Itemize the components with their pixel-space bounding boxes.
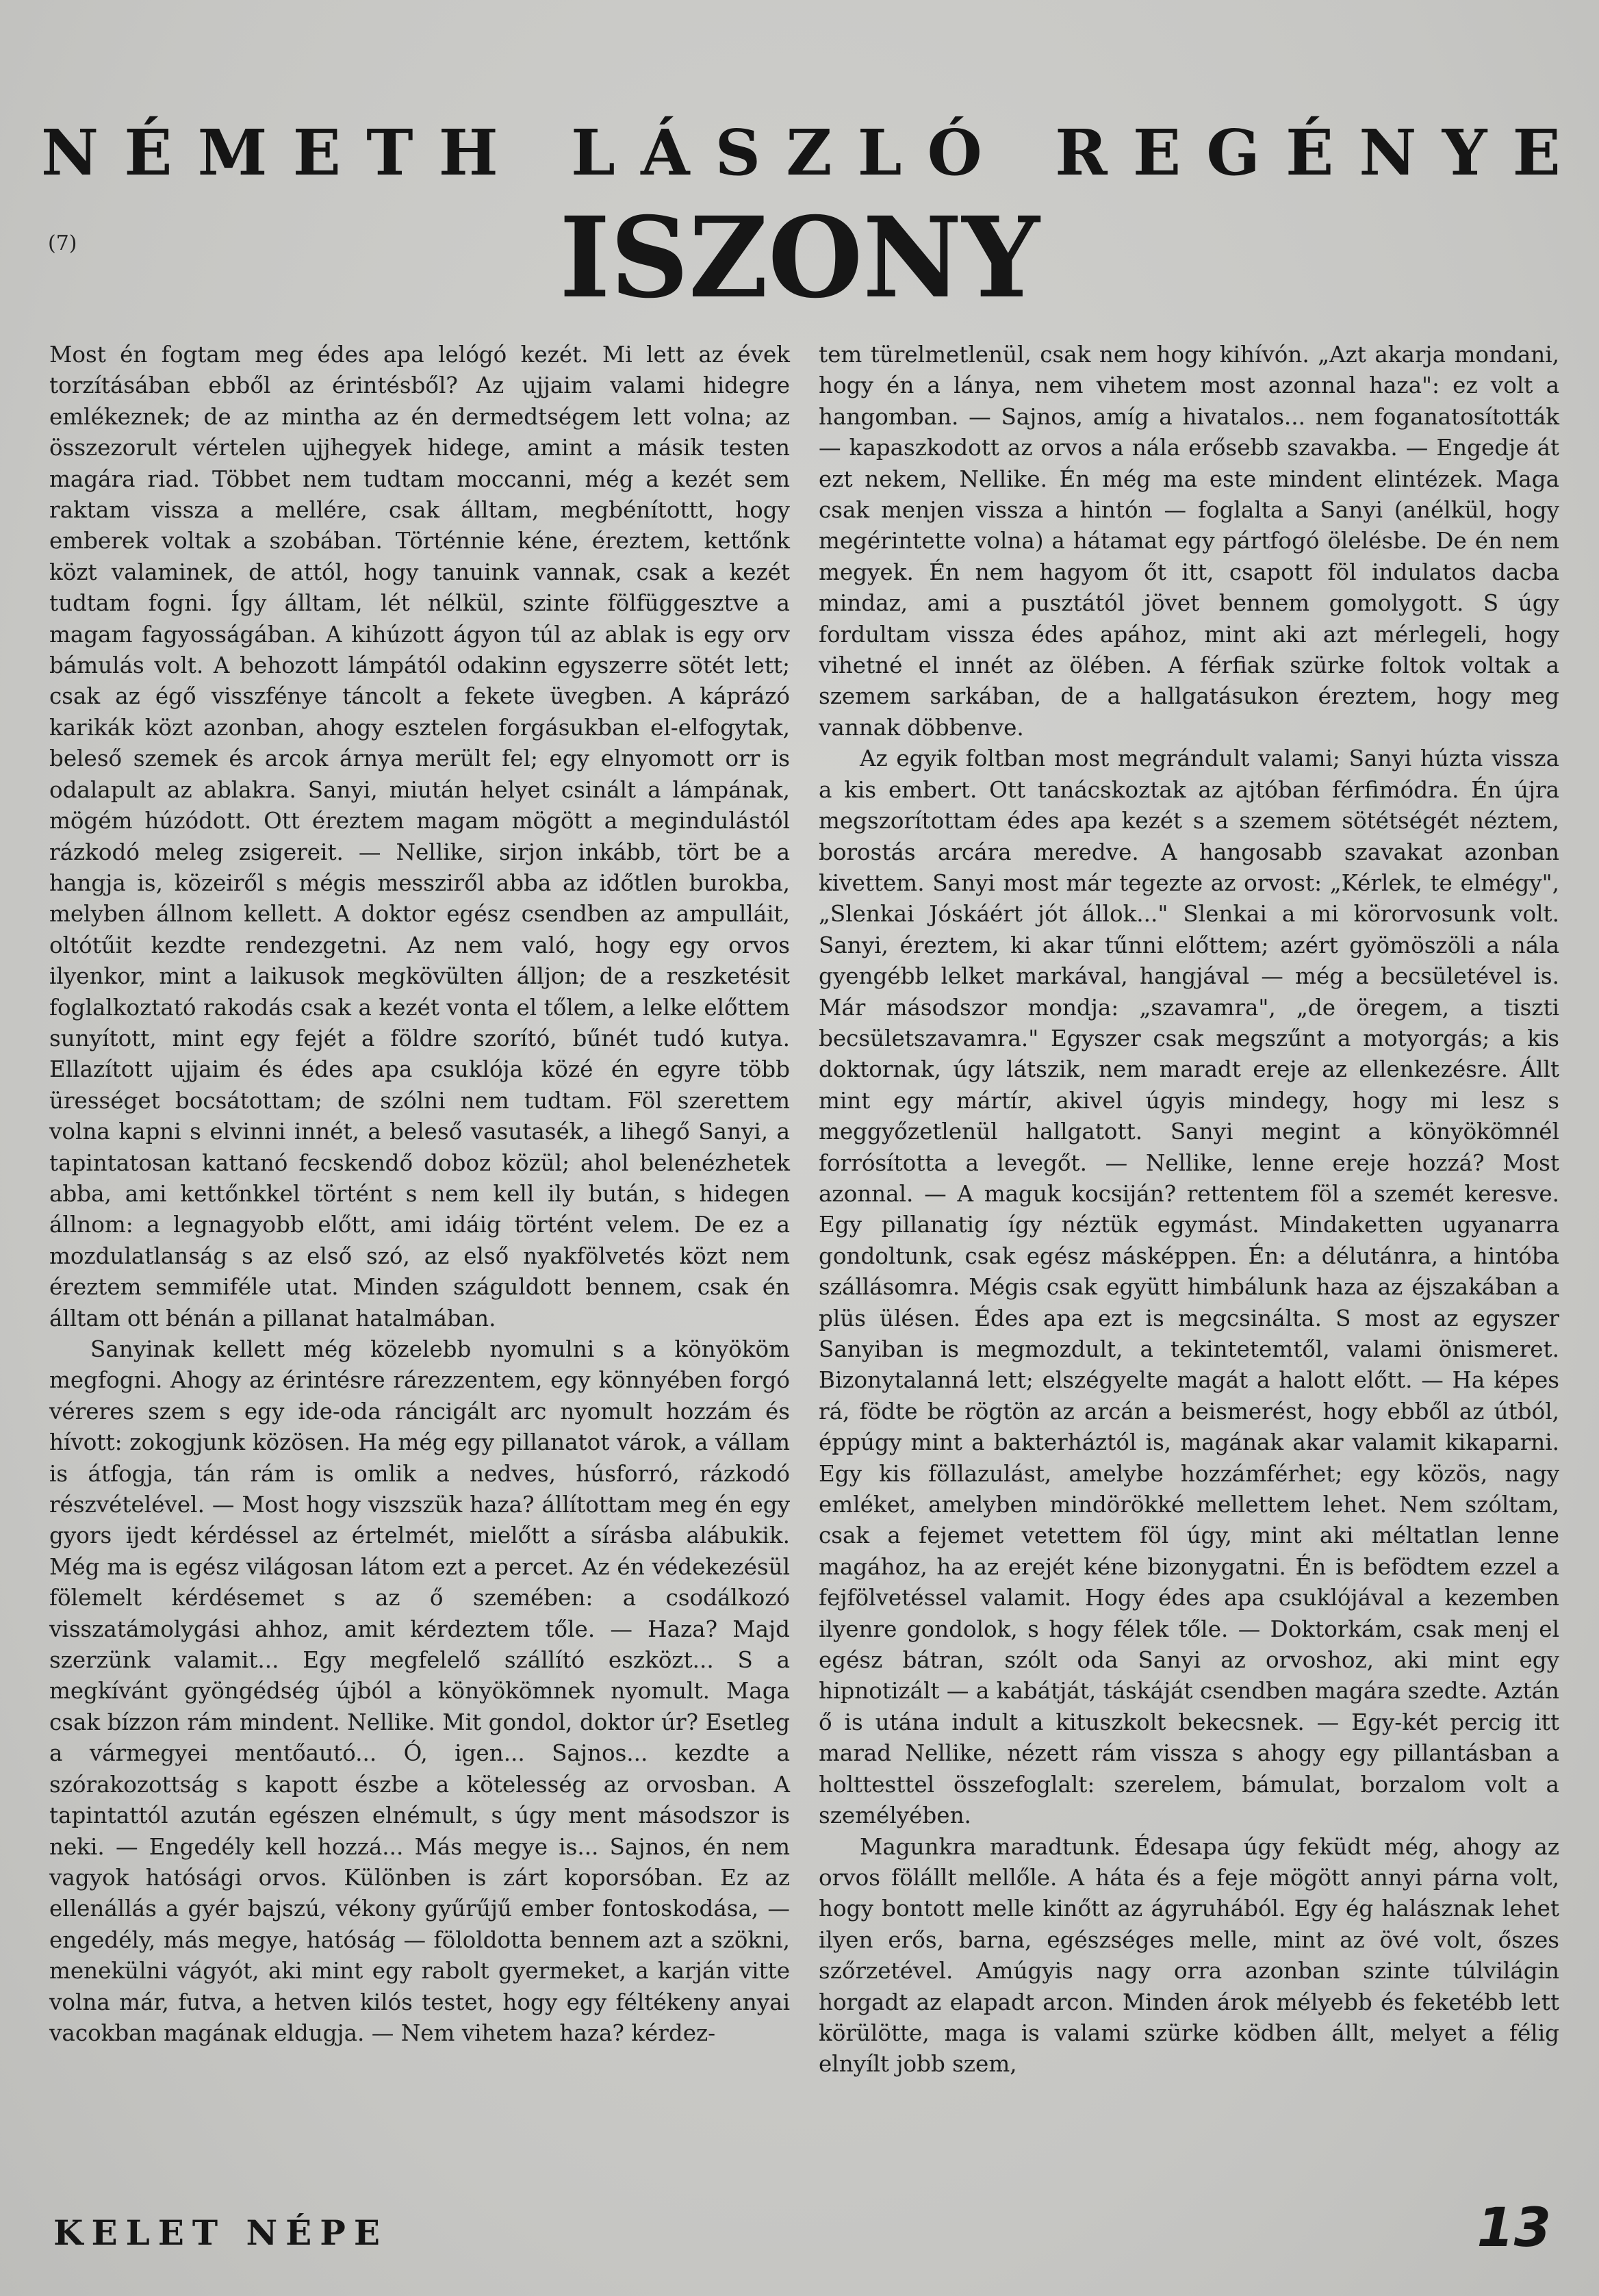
heading-letter: L bbox=[857, 116, 902, 190]
heading-letter: E bbox=[1132, 116, 1181, 190]
page-number: 13 bbox=[1476, 2197, 1551, 2259]
heading-letter: E bbox=[1512, 116, 1561, 190]
heading-letter: N bbox=[1359, 116, 1417, 190]
heading-letter: R bbox=[1055, 116, 1108, 190]
author-novel-heading bbox=[41, 115, 1561, 190]
heading-letter: Y bbox=[1442, 116, 1487, 190]
paragraph: Magunkra maradtunk. Édesapa úgy feküdt még, ahogy az orvos fölállt mellőle. A háta és a feje mögött annyi párna volt, hogy bontott melle kinőtt az ágyruhából. Egy ég halásznak lehet ilyen erős, barna, egészséges melle, mint az övé volt, őszes szőrzetével. Amúgyis nagy orra azonban szinte túlvilágin horgadt az elapadt arcon. Minden árok mélyebb és feketébb lett körülötte, maga is valami szürke ködben állt, melyet a félig elnyílt jobb szem, bbox=[819, 1833, 1559, 2078]
heading-letter: L bbox=[571, 116, 615, 190]
heading-letter: E bbox=[292, 116, 341, 190]
heading-letter: É bbox=[124, 116, 172, 190]
paragraph: Sanyinak kellett még közelebb nyomulni s a könyököm megfogni. Ahogy az érintésre rárezzentem, egy könnyében forgó véreres szem s egy ide-oda ráncigált arc nyomult hozzám és hívott: zokogjunk közösen. Ha még egy pillanatot várok, a vállam is átfogja, tán rám is omlik a nedves, húsforró, rázkodó részvételével. — Most hogy viszszük haza? állítottam meg én egy gyors ijedt kérdéssel az értelmét, mielőtt a sírásba alábukik. Még ma is egész világosan látom ezt a percet. Az én védekezésül fölemelt kérdésemet s az ő szemében: a csodálkozó visszatámolygási ahhoz, amit kérdeztem tőle. — Haza? Majd szerzünk valamit... Egy megfelelő szállító eszközt... S a megkívánt gyöngédség újból a könyökömnek nyomult. Maga csak bízzon rám mindent. Nellike. Mit gondol, doktor úr? Esetleg a vármegyei mentőautó... Ó, igen... Sajnos... kezdte a szórakozottság s kapott észbe a kötelesség az orvosban. A tapintattól azután egészen elnémult, s úgy ment másodszor is neki. — Engedély kell hozzá... Más megye is... Sajnos, én nem vagyok hatósági orvos. Különben is zárt koporsóban. Ez az ellenállás a gyér bajszú, vékony gyűrűjű ember fontoskodása, — engedély, más megye, hatóság — föloldotta bennem azt a szökni, menekülni vágyót, aki mint egy rabolt gyermeket, a karján vitte volna már, futva, a hetven kilós testet, hogy egy féltékeny anyai vacokban magának eldugja. — Nem vihetem haza? kérdez- bbox=[49, 1336, 790, 2046]
heading-letter: S bbox=[715, 116, 761, 190]
heading-letter: É bbox=[1285, 116, 1334, 190]
installment-number: (7) bbox=[48, 231, 77, 255]
heading-letter: Z bbox=[786, 116, 832, 190]
right-column bbox=[819, 340, 1559, 2080]
heading-letter: Á bbox=[641, 116, 690, 190]
heading-letter: Ó bbox=[927, 116, 982, 190]
magazine-name: KELET NÉPE bbox=[53, 2212, 388, 2253]
novel-title: ISZONY bbox=[559, 193, 1040, 323]
heading-letter: T bbox=[366, 116, 413, 190]
paragraph: Az egyik foltban most megrándult valami; Sanyi húzta vissza a kis embert. Ott tanácskoztak az ajtóban férfimódra. Én újra megszorítottam édes apa kezét s a szemem sötétségét néztem, borostás arcára meredve. A hangosabb szavakat azonban kivettem. Sanyi most már tegezte az orvost: „Kérlek, te elmégy", „Slenkai Jóskáért jót állok..." Slenkai a mi körorvosunk volt. Sanyi, éreztem, ki akar tűnni előttem; azért gyömöszöli a nála gyengébb lelket markával, hangjával — még a becsületével is. Már másodszor mondja: „szavamra", „de öregem, a tiszti becsületszavamra." Egyszer csak megszűnt a motyorgás; a kis doktornak, úgy látszik, nem maradt ereje az ellenkezésre. Állt mint egy mártír, akivel úgyis mindegy, hogy mi lesz s meggyőzetlenül hallgatott. Sanyi megint a könyökömnél forrósította a levegőt. — Nellike, lenne ereje hozzá? Most azonnal. — A maguk kocsiján? rettentem föl a szemét keresve. Egy pillanatig így néztük egymást. Mindaketten ugyanarra gondoltunk, csak egész másképpen. Én: a délutánra, a hintóba szállásomra. Mégis csak együtt himbálunk haza az éjszakában a plüs ülésen. Édes apa ezt is megcsinálta. S most az egyszer Sanyiban is megmozdult, a tekintetemtől, valami önismeret. Bizonytalanná lett; elszégyelte magát a halott előtt. — Ha képes rá, födte be rögtön az arcán a beismerést, hogy ebből az útból, éppúgy mint a bakterháztól is, magának akar valamit kikaparni. Egy kis föllazulást, amelybe hozzámférhet; egy közös, nagy emléket, amelyben mindörökké mellettem lehet. Nem szóltam, csak a fejemet vetettem föl úgy, mint aki méltatlan lenne magához, ha az erejét kéne bizonygatni. Én is befödtem ezzel a fejfölvetéssel valamit. Hogy édes apa csuklójával a kezemben ilyenre gondolok, s hogy félek tőle. — Doktorkám, csak menj el egész bátran, szólt oda Sanyi az orvoshoz, aki mint egy hipnotizált — a kabátját, táskáját csendben magára szedte. Aztán ő is utána indult a kituszkolt bekecsnek. — Egy-két percig itt marad Nellike, nézett rám vissza s ahogy egy pillantásban a holttesttel összefoglalt: szerelem, bámulat, borzalom volt a személyében. bbox=[819, 745, 1559, 1829]
heading-letter bbox=[524, 115, 546, 190]
heading-letter bbox=[1008, 115, 1029, 190]
heading-letter: M bbox=[197, 116, 268, 190]
paragraph: Most én fogtam meg édes apa lelógó kezét. Mi lett az évek torzításában ebből az érintésből? Az ujjaim valami hidegre emlékeznek; de az mintha az én dermedtségem lett volna; az összezorult vértelen ujjhegyek hidege, amint a másik testen magára riad. Többet nem tudtam moccanni, még a kezét sem raktam vissza a mellére, csak álltam, megbénítottt, hogy emberek voltak a szobában. Történnie kéne, éreztem, kettőnk közt valaminek, de attól, hogy tanuink vannak, csak a kezét tudtam fogni. Így álltam, lét nélkül, szinte fölfüggesztve a magam fagyosságában. A kihúzott ágyon túl az ablak is egy orv bámulás volt. A behozott lámpától odakinn egyszerre sötét lett; csak az égő visszfénye táncolt a fekete üvegben. A káprázó karikák közt azonban, ahogy esztelen forgásukban el-elfogytak, beleső szemek és arcok árnya merült fel; egy elnyomott orr is odalapult az ablakra. Sanyi, miután helyet csinált a lámpának, mögém húzódott. Ott éreztem magam mögött a megindulástól rázkodó meleg zsigereit. — Nellike, sirjon inkább, tört be a hangja is, közeiről s mégis messziről abba az időtlen burokba, melyben állnom kellett. A doktor egész csendben az ampulláit, oltótűit kezdte rendezgetni. Az nem való, hogy egy orvos ilyenkor, mint a laikusok megkövülten álljon; de a reszketésit foglalkoztató rakodás csak a kezét vonta el tőlem, a lelke előttem sunyított, mint egy fejét a földre szorító, bűnét tudó kutya. Ellazított ujjaim és édes apa csuklója közé én egyre több ürességet bocsátottam; de szólni nem tudtam. Föl szerettem volna kapni s elvinni innét, a beleső vasutasék, a lihegő Sanyi, a tapintatosan kattanó fecskendő doboz közül; ahol belenézhetek abba, ami kettőnkkel történt s nem kell ily bután, s hidegen állnom: a legnagyobb előtt, ami idáig történt velem. De ez a mozdulatlanság s az első szó, az első nyakfölvetés közt nem éreztem semmiféle utat. Minden száguldott bennem, csak én álltam ott bénán a pillanat hatalmában. bbox=[49, 342, 790, 1331]
heading-letter: N bbox=[41, 116, 99, 190]
heading-letter: H bbox=[438, 116, 498, 190]
paragraph: tem türelmetlenül, csak nem hogy kihívón. „Azt akarja mondani, hogy én a lánya, nem vihetem most azonnal haza": ez volt a hangomban. — Sajnos, amíg a hivatalos... nem foganatosították — kapaszkodott az orvos a nála erősebb szavakba. — Engedje át ezt nekem, Nellike. Én még ma este mindent elintézek. Maga csak menjen vissza a hintón — foglalta a Sanyi (anélkül, hogy megérintette volna) a hátamat egy pártfogó ölelésbe. De én nem megyek. Én nem hagyom őt itt, csapott föl indulatos dacba mindaz, ami a pusztától jövet bennem gomolygott. S úgy fordultam vissza édes apához, mint aki azt mérlegeli, hogy vihetné el innét az ölében. A férfiak szürke foltok voltak a szemem sarkában, de a hallgatásukon éreztem, hogy meg vannak döbbenve. bbox=[819, 342, 1559, 741]
left-column bbox=[49, 340, 790, 2049]
heading-letter: G bbox=[1206, 116, 1260, 190]
